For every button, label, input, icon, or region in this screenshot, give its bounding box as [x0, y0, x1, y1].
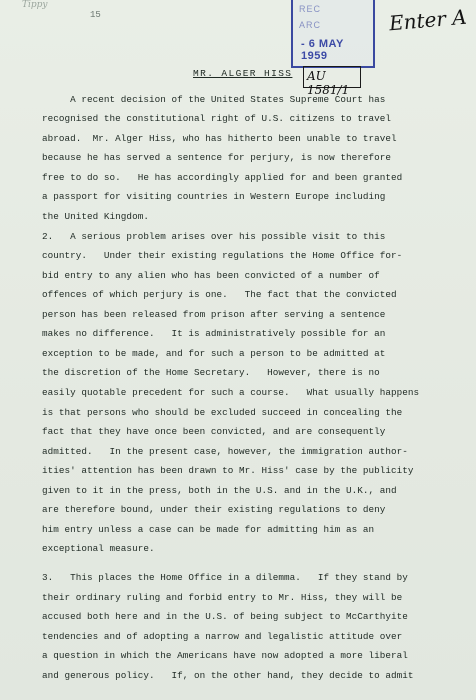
text-line: because he has served a sentence for perjury, is now therefore: [42, 152, 391, 163]
text-line: free to do so. He has accordingly applied for and been granted: [42, 172, 403, 183]
document-title: MR. ALGER HISS: [193, 68, 293, 79]
handwritten-annotation: Enter A: [388, 4, 468, 36]
text-line: makes no difference. It is administratively possible for an: [42, 328, 386, 339]
text-line: recognised the constitutional right of U.S. citizens to travel: [42, 113, 391, 124]
reference-number-box: AU 1581/1: [303, 66, 361, 88]
text-line: exception to be made, and for such a person to be admitted at: [42, 348, 386, 359]
stamp-line-1: REC: [299, 4, 322, 14]
text-line: country. Under their existing regulations the Home Office for-: [42, 250, 403, 261]
text-line: are therefore bound, under their existing regulations to deny: [42, 504, 386, 515]
text-line: easily quotable precedent for such a course. What usually happens: [42, 387, 420, 398]
text-line: exceptional measure.: [42, 543, 155, 554]
text-line: bid entry to any alien who has been convicted of a number of: [42, 270, 380, 281]
text-line: accused both here and in the U.S. of being subject to McCarthyite: [42, 611, 408, 622]
text-line: given to it in the press, both in the U.S. and in the U.K., and: [42, 485, 397, 496]
text-line: person has been released from prison after serving a sentence: [42, 309, 386, 320]
text-line: a question in which the Americans have now adopted a more liberal: [42, 650, 408, 661]
text-line: A recent decision of the United States Supreme Court has: [42, 94, 386, 105]
received-stamp: [291, 0, 375, 68]
text-line: fact that they have once been convicted, and are consequently: [42, 426, 386, 437]
handwritten-corner-note: Tippy: [22, 0, 48, 10]
text-line: abroad. Mr. Alger Hiss, who has hitherto been unable to travel: [42, 133, 397, 144]
text-line: their ordinary ruling and forbid entry to Mr. Hiss, they will be: [42, 592, 403, 603]
text-line: him entry unless a case can be made for admitting him as an: [42, 524, 375, 535]
text-line: the United Kingdom.: [42, 211, 149, 222]
text-line: offences of which perjury is one. The fact that the convicted: [42, 289, 397, 300]
text-line: admitted. In the present case, however, the immigration author-: [42, 446, 408, 457]
text-line: and generous policy. If, on the other hand, they decide to admit: [42, 670, 414, 681]
text-line: the discretion of the Home Secretary. However, there is no: [42, 367, 380, 378]
text-line: a passport for visiting countries in Western Europe including: [42, 191, 386, 202]
text-line: 2. A serious problem arises over his possible visit to this: [42, 231, 386, 242]
handwritten-number: 15: [90, 10, 101, 20]
stamp-date: - 6 MAY 1959: [301, 38, 344, 62]
text-line: tendencies and of adopting a narrow and legalistic attitude over: [42, 631, 403, 642]
text-line: 3. This places the Home Office in a dilemma. If they stand by: [42, 572, 408, 583]
text-line: ities' attention has been drawn to Mr. Hiss' case by the publicity: [42, 465, 414, 476]
text-line: is that persons who should be excluded succeed in concealing the: [42, 407, 403, 418]
stamp-line-2: ARC: [299, 20, 322, 30]
